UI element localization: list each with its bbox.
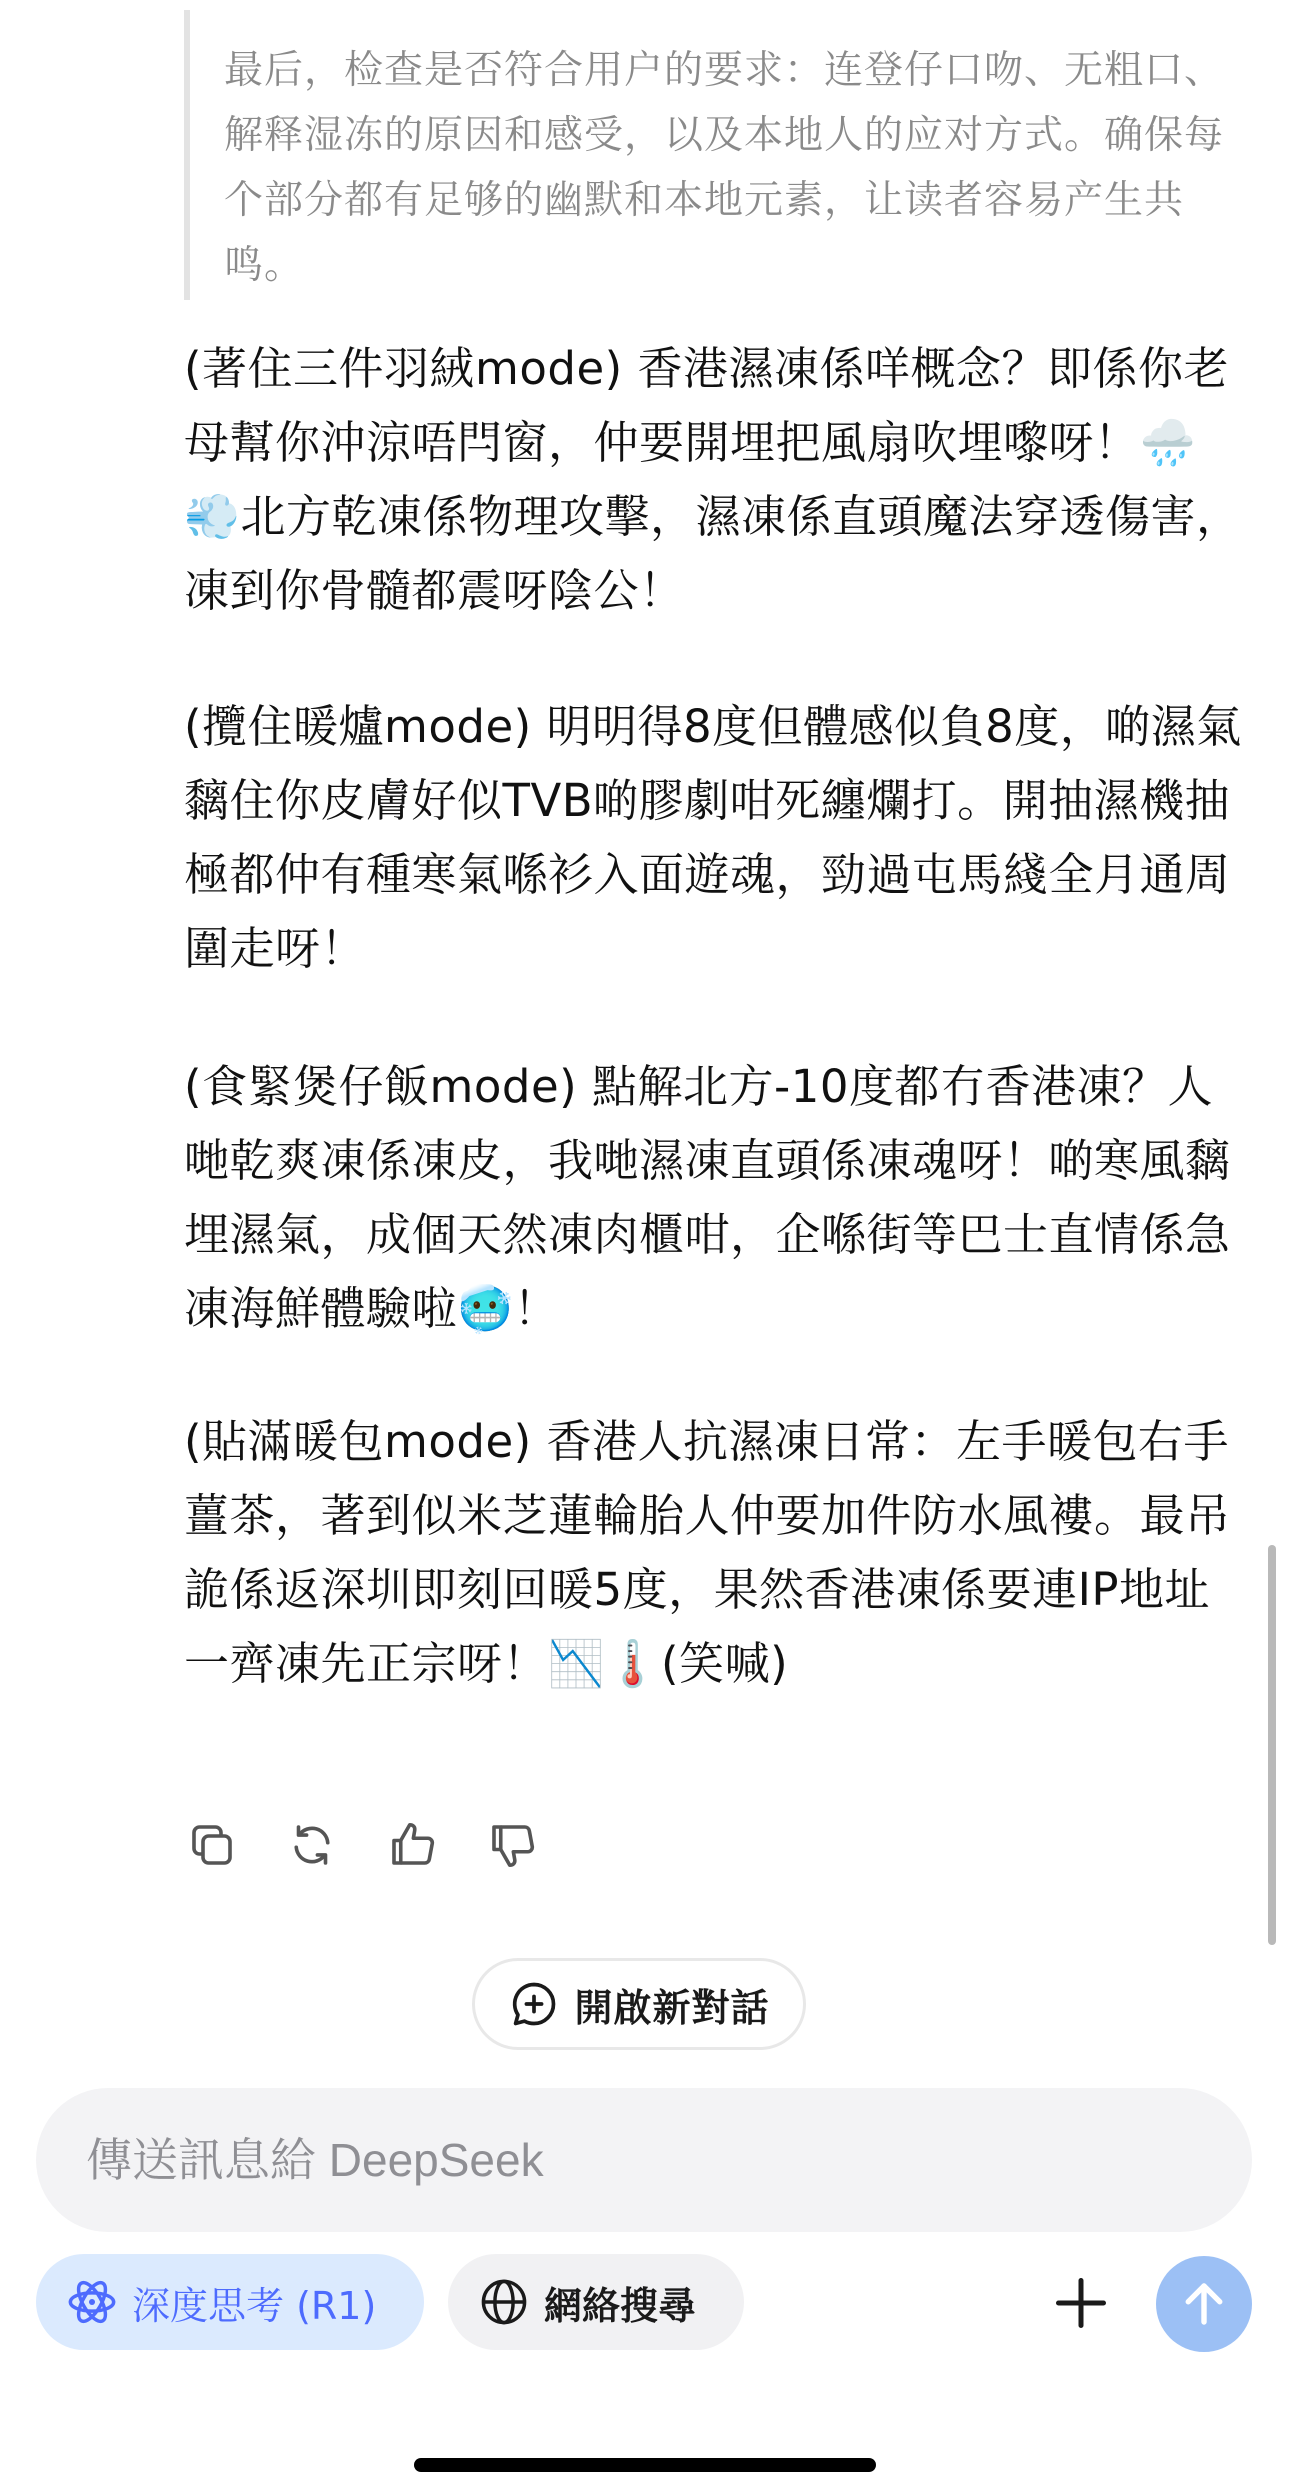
copy-icon bbox=[185, 1818, 239, 1872]
reasoning-text: 最后，检查是否符合用户的要求：连登仔口吻、无粗口、解释湿冻的原因和感受，以及本地人的应对方式。确保每个部分都有足够的幽默和本地元素，让读者容易产生共鸣。 bbox=[224, 48, 1225, 288]
new-chat-button[interactable] bbox=[472, 1958, 806, 2050]
answer-paragraph-text: (著住三件羽絨mode) 香港濕凍係咩概念？即係你老母幫你沖涼唔閂窗，仲要開埋把風扇吹埋嚟呀！🌧️💨北方乾凍係物理攻擊，濕凍係直頭魔法穿透傷害，凍到你骨髓都震呀陰公！ bbox=[184, 342, 1242, 617]
thumbs-up-icon bbox=[385, 1818, 439, 1872]
arrow-up-icon bbox=[1177, 2277, 1231, 2331]
home-indicator bbox=[414, 2458, 876, 2472]
send-button[interactable] bbox=[1156, 2256, 1252, 2352]
answer-paragraph bbox=[184, 1050, 1244, 1346]
regenerate-icon bbox=[285, 1818, 339, 1872]
regenerate-button[interactable] bbox=[284, 1817, 340, 1873]
dislike-button[interactable] bbox=[484, 1817, 540, 1873]
deep-think-label: 深度思考 (R1) bbox=[132, 2283, 377, 2328]
reasoning-block bbox=[184, 10, 1224, 300]
globe-icon bbox=[478, 2276, 530, 2328]
answer-paragraph-text: (貼滿暖包mode) 香港人抗濕凍日常：左手暖包右手薑茶，著到似米芝蓮輪胎人仲要加件防水風褸。最吊詭係返深圳即刻回暖5度，果然香港凍係要連IP地址一齊凍先正宗呀！📉🌡️(笑喊) bbox=[184, 1415, 1231, 1690]
attach-button[interactable] bbox=[1046, 2268, 1116, 2338]
deep-think-toggle[interactable] bbox=[36, 2254, 424, 2350]
scrollbar[interactable] bbox=[1268, 1545, 1276, 1945]
answer-paragraph-text: (攬住暖爐mode) 明明得8度但體感似負8度，啲濕氣黐住你皮膚好似TVB啲膠劇咁死纏爛打。開抽濕機抽極都仲有種寒氣喺衫入面遊魂，勁過屯馬綫全月通周圍走呀！ bbox=[184, 700, 1242, 975]
composer bbox=[0, 2078, 1290, 2484]
answer-paragraph bbox=[184, 690, 1244, 986]
new-chat-label: 開啟新對話 bbox=[574, 1985, 770, 2030]
answer-paragraph-text: (食緊煲仔飯mode) 點解北方-10度都冇香港凍？人哋乾爽凍係凍皮，我哋濕凍直頭係凍魂呀！啲寒風黐埋濕氣，成個天然凍肉櫃咁，企喺街等巴士直情係急凍海鮮體驗啦🥶！ bbox=[184, 1060, 1231, 1335]
atom-icon bbox=[66, 2276, 118, 2328]
like-button[interactable] bbox=[384, 1817, 440, 1873]
chat-plus-icon bbox=[508, 1978, 560, 2030]
web-search-toggle[interactable] bbox=[448, 2254, 744, 2350]
plus-icon bbox=[1051, 2273, 1111, 2333]
copy-button[interactable] bbox=[184, 1817, 240, 1873]
message-actions bbox=[184, 1810, 540, 1880]
message-input[interactable] bbox=[36, 2088, 1252, 2232]
answer-paragraph bbox=[184, 332, 1244, 628]
thumbs-down-icon bbox=[485, 1818, 539, 1872]
web-search-label: 網絡搜尋 bbox=[544, 2283, 697, 2328]
answer-paragraph bbox=[184, 1405, 1244, 1701]
